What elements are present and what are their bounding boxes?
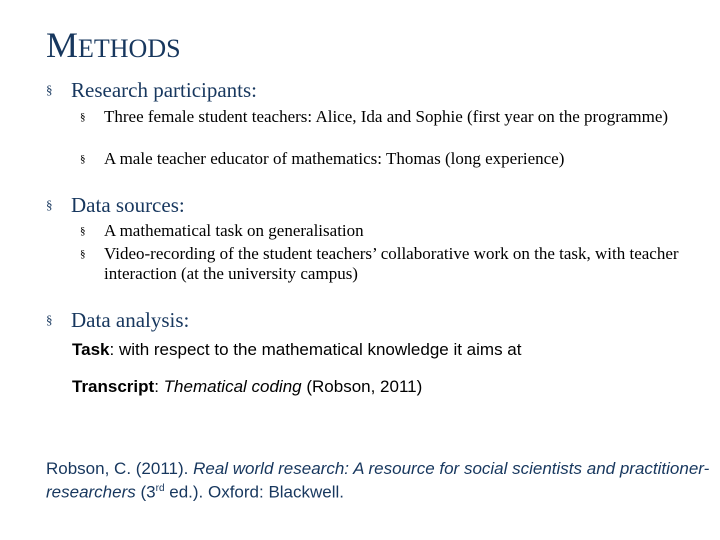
- list-item-text: Video-recording of the student teachers’ collaborative work on the task, with teacher interaction (at the university campus): [104, 244, 679, 283]
- transcript-sep: :: [154, 377, 164, 396]
- task-text: : with respect to the mathematical knowledge it aims at: [109, 340, 522, 359]
- reference-edition-sup: rd: [155, 483, 165, 494]
- list-item-text: Three female student teachers: Alice, Ida and Sophie (first year on the programme): [104, 107, 669, 126]
- transcript-method: Thematical coding: [163, 377, 302, 396]
- section-heading-text: Data sources:: [71, 193, 185, 217]
- list-item: [80, 107, 690, 127]
- task-label: Task: [72, 340, 110, 359]
- task-line: [72, 340, 521, 360]
- reference-title: Real world research: A resource for social scientists and practitioner-researchers: [46, 459, 710, 502]
- list-item-text: A male teacher educator of mathematics: Thomas (long experience): [104, 149, 565, 168]
- bullet-icon: §: [80, 111, 86, 123]
- reference-edition-post: ed.). Oxford: Blackwell.: [164, 482, 345, 502]
- list-item: [80, 149, 690, 169]
- bullet-icon: §: [80, 225, 86, 237]
- bullet-icon: §: [80, 153, 86, 165]
- title-initial: M: [46, 25, 79, 65]
- reference-authors: Robson, C. (2011).: [46, 459, 194, 478]
- list-item: [80, 221, 690, 241]
- bullet-icon: §: [46, 197, 53, 212]
- transcript-label: Transcript: [72, 377, 155, 396]
- list-item: [80, 244, 690, 284]
- bullet-icon: §: [46, 82, 53, 97]
- transcript-cite: (Robson, 2011): [301, 377, 423, 396]
- section-heading-sources: [46, 193, 185, 218]
- list-item-text: A mathematical task on generalisation: [104, 221, 364, 240]
- section-heading-text: Research participants:: [71, 78, 258, 102]
- section-heading-participants: [46, 78, 257, 103]
- bullet-icon: §: [46, 312, 53, 327]
- section-heading-analysis: [46, 308, 189, 333]
- slide-title: [46, 24, 181, 66]
- transcript-line: [72, 377, 422, 397]
- section-heading-text: Data analysis:: [71, 308, 190, 332]
- title-rest: ETHODS: [78, 34, 181, 63]
- reference-edition-pre: (3: [135, 482, 156, 502]
- reference: [46, 459, 720, 503]
- bullet-icon: §: [80, 248, 86, 260]
